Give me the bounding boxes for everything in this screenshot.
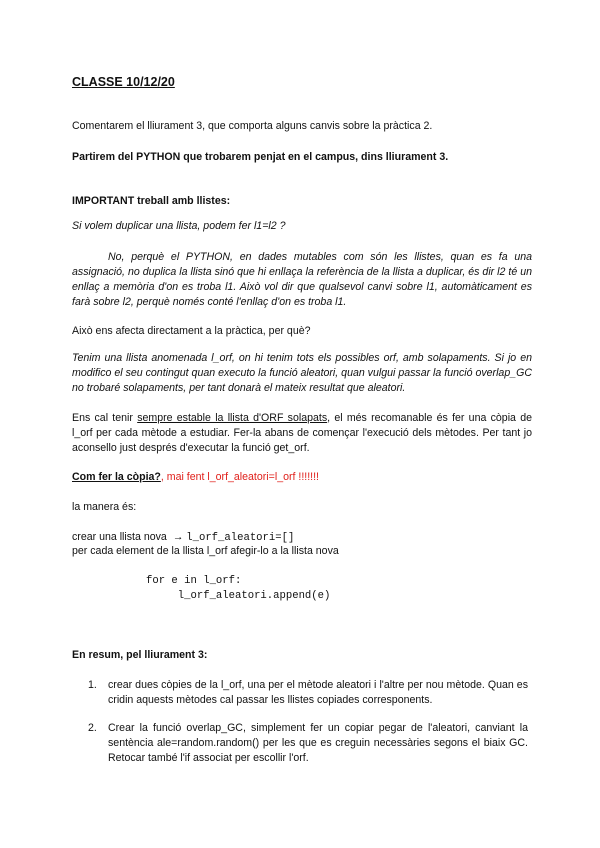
list-item-text: Crear la funció overlap_GC, simplement fer un copiar pegar de l'aleatori, canviant la sentència ale=random.random() per les que es creguin necessàries segons el biaix GC. Retocar també l'if associat per escollir l'orf. (108, 722, 528, 764)
code-line-1: for e in l_orf: (146, 575, 242, 587)
copy-question: Com fer la còpia? (72, 471, 161, 483)
recommend-underlined: sempre estable la llista d'ORF solapats (137, 412, 328, 424)
way-label: la manera és: (72, 501, 137, 513)
recommend-after: , el més recomanable és fer una còpia de l_orf per cada mètode a estudiar. Fer-la abans de començar l'execució dels mètodes. Per tant jo aconsello just després d'executar la funció get_orf. (72, 412, 532, 454)
copy-question-line (72, 470, 532, 485)
answer-paragraph: No, perquè el PYTHON, en dades mutables com són les llistes, quan es fa una assignació, no duplica la llista sinó que hi enllaça la referència de la llista a duplicar, és dir l2 té un enllaç a memòria d'on es troba l1. Això vol dir que qualsevol canvi sobre l1, automàticament es farà sobre l2, perquè només conté l'enllaç d'on es troba l1. (72, 251, 532, 308)
important-heading: IMPORTANT treball amb llistes: (72, 195, 231, 207)
recommend-paragraph (72, 411, 532, 456)
question-text: Si volem duplicar una llista, podem fer l1=l2 ? (72, 220, 286, 232)
page-title: CLASSE 10/12/20 (72, 75, 175, 89)
intro-paragraph: Comentarem el lliurament 3, que comporta alguns canvis sobre la pràctica 2. (72, 120, 433, 132)
recommend-before: Ens cal tenir (72, 412, 138, 424)
copy-warning: , mai fent l_orf_aleatori=l_orf !!!!!!! (160, 471, 319, 483)
effect-answer: Tenim una llista anomenada l_orf, on hi tenim tots els possibles orf, amb solapaments. Si jo en modifico el seu contingut quan executo la funció aleatori, quan vulgui passar la funció overlap_GC no trobaré solapaments, per tant donarà el mateix resultat que aleatori. (72, 352, 532, 394)
arrow-icon: → (172, 531, 184, 543)
step-create-code: l_orf_aleatori=[] (186, 532, 295, 544)
step-each: per cada element de la llista l_orf afegir-lo a la llista nova (72, 545, 339, 557)
list-item-number: 2. (88, 722, 97, 734)
list-item-number: 1. (88, 679, 97, 691)
effect-question: Això ens afecta directament a la pràctica, per què? (72, 325, 311, 337)
list-item-text: crear dues còpies de la l_orf, una per el mètode aleatori i l'altre per nou mètode. Quan es cridin aquests mètodes cal passar les llistes copiades corresponents. (108, 679, 528, 706)
step-create: crear una llista nova (72, 531, 167, 543)
summary-heading: En resum, pel lliurament 3: (72, 649, 208, 661)
code-line-2: l_orf_aleatori.append(e) (146, 590, 331, 602)
python-note: Partirem del PYTHON que trobarem penjat en el campus, dins lliurament 3. (72, 151, 449, 163)
